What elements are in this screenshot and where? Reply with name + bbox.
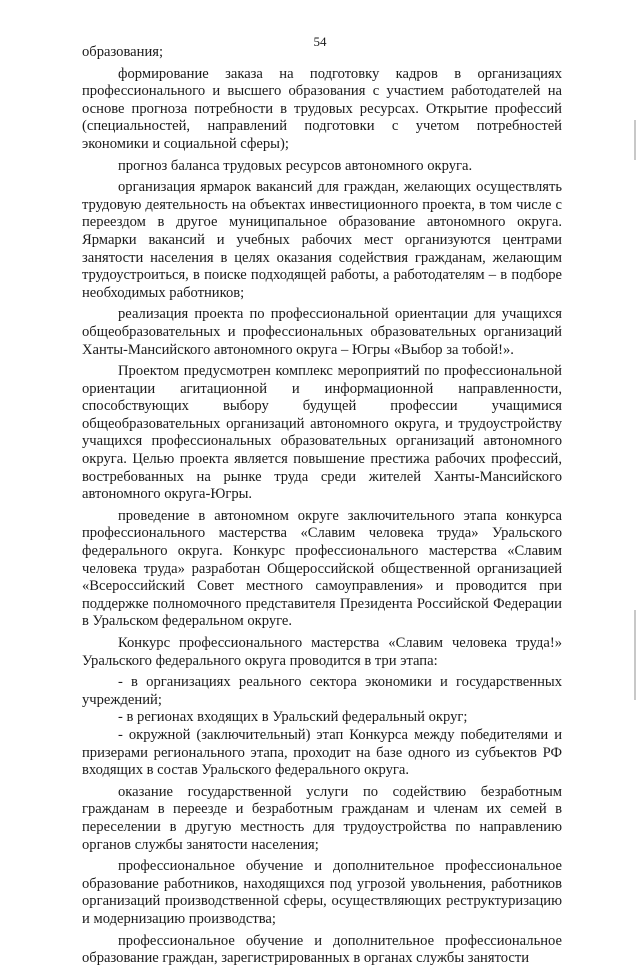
scan-edge-mark xyxy=(634,610,636,700)
paragraph: профессиональное обучение и дополнительное профессиональное образование граждан, зарегистрированных в органах службы занятости xyxy=(82,932,562,967)
paragraph: оказание государственной услуги по содействию безработным гражданам в переезде и безработным гражданам и членам их семей в переселении в другую местность для трудоустройства по направлению органов службы занятости населения; xyxy=(82,783,562,853)
scan-edge-mark xyxy=(634,120,636,160)
paragraph: Конкурс профессионального мастерства «Славим человека труда!» Уральского федерального округа проводится в три этапа: xyxy=(82,635,562,669)
list-item: - в организациях реального сектора экономики и государственных учреждений; xyxy=(82,674,562,708)
document-body xyxy=(82,44,562,972)
paragraph: формирование заказа на подготовку кадров в организациях профессионального и высшего образования с участием работодателей на основе прогноза потребности в трудовых ресурсах. Открытие профессий (специальностей, направлений подготовки с учетом потребностей экономики и социальной сферы); xyxy=(82,65,562,152)
list-item: - в регионах входящих в Уральский федеральный округ; xyxy=(118,709,468,726)
paragraph: организация ярмарок вакансий для граждан, желающих осуществлять трудовую деятельность на объектах инвестиционного проекта, в том числе с переездом в другое муниципальное образование автономного округа. Ярмарки вакансий и учебных рабочих мест организуются центрами занятости населения в целях оказания содействия гражданам, желающим трудоустроиться, в поиске подходящей работы, а работодателям – в подборе необходимых работников; xyxy=(82,179,562,301)
list-item: - окружной (заключительный) этап Конкурса между победителями и призерами регионального этапа, проходит на базе одного из субъектов РФ входящих в состав Уральского федерального округа. xyxy=(82,726,562,779)
paragraph: Проектом предусмотрен комплекс мероприятий по профессиональной ориентации агитационной и информационной направленности, способствующих выбору будущей профессии учащимися общеобразовательных организаций автономного округа, и трудоустройству учащихся профессиональных образовательных организаций автономного округа. Целью проекта является повышение престижа рабочих профессий, востребованных на рынке труда среди жителей Ханты-Мансийского автономного округа-Югры. xyxy=(82,363,562,503)
paragraph: профессиональное обучение и дополнительное профессиональное образование работников, находящихся под угрозой увольнения, работников организаций производственной сферы, осуществляющих реструктуризацию и модернизацию производства; xyxy=(82,858,562,927)
paragraph: прогноз баланса трудовых ресурсов автономного округа. xyxy=(118,157,473,174)
paragraph: образования; xyxy=(82,44,164,60)
paragraph: проведение в автономном округе заключительного этапа конкурса профессионального мастерства «Славим человека труда» Уральского федерального округа. Конкурс профессионального мастерства «Славим человека труда» разработан Общероссийской общественной организацией «Всероссийский Совет местного самоуправления» и проводится при поддержке полномочного представителя Президента Российской Федерации в Уральском федеральном округе. xyxy=(82,507,562,630)
paragraph: реализация проекта по профессиональной ориентации для учащихся общеобразовательных и профессиональных образовательных организаций Ханты-Мансийского автономного округа – Югры «Выбор за тобой!». xyxy=(82,306,562,358)
page-number: 54 xyxy=(313,34,327,49)
